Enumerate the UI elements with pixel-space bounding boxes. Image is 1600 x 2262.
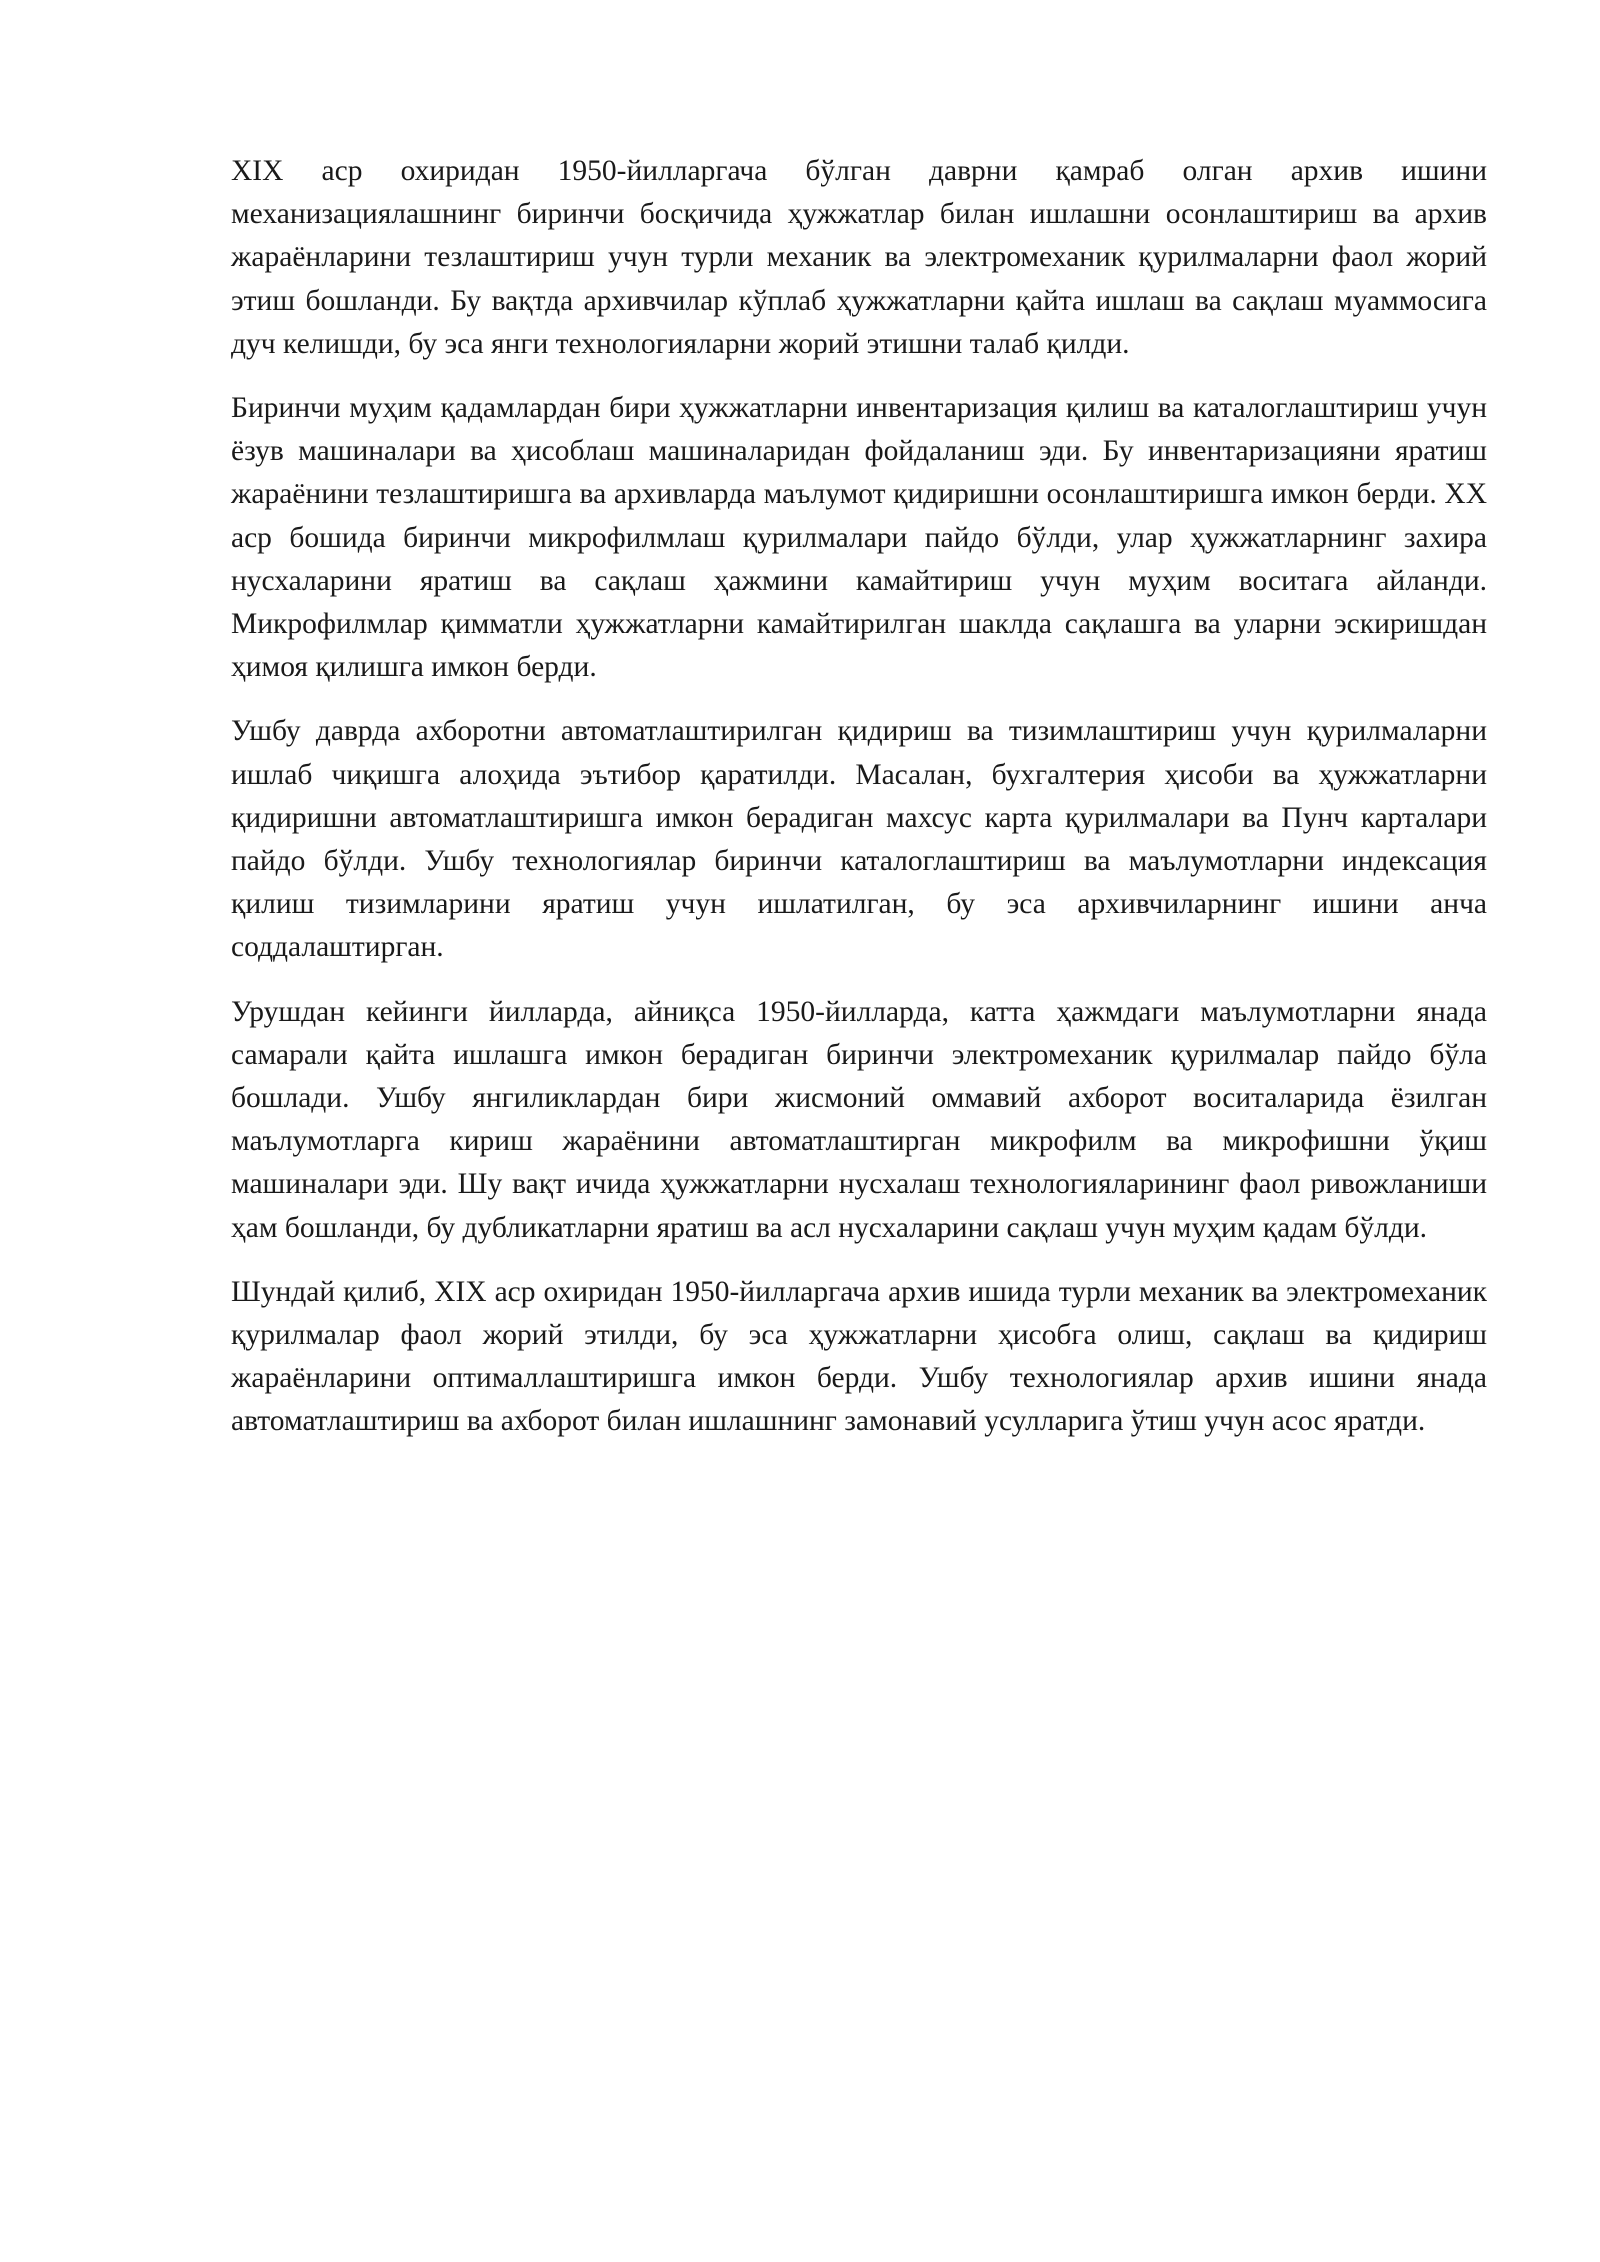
paragraph-2: Биринчи муҳим қадамлардан бири ҳужжатларни инвентаризация қилиш ва каталоглаштириш учун ёзув машиналари ва ҳисоблаш машиналаридан фойдаланиш эди. Бу инвентаризацияни яратиш жараёнини тезлаштиришга ва архивларда маълумот қидиришни осонлаштиришга имкон берди. XX аср бошида биринчи микрофилмлаш қурилмалари пайдо бўлди, улар ҳужжатларнинг захира нусхаларини яратиш ва сақлаш ҳажмини камайтириш учун муҳим воситага айланди. Микрофилмлар қимматли ҳужжатларни камайтирилган шаклда сақлашга ва уларни эскиришдан ҳимоя қилишга имкон берди. (231, 392, 1487, 684)
document-body (231, 150, 1487, 1465)
paragraph-1: XIX аср охиридан 1950-йилларгача бўлган даврни қамраб олган архив ишини механизациялашнинг биринчи босқичида ҳужжатлар билан ишлашни осонлаштириш ва архив жараёнларини тезлаштириш учун турли механик ва электромеханик қурилмаларни фаол жорий этиш бошланди. Бу вақтда архивчилар кўплаб ҳужжатларни қайта ишлаш ва сақлаш муаммосига дуч келишди, бу эса янги технологияларни жорий этишни талаб қилди. (231, 155, 1487, 360)
paragraph-5: Шундай қилиб, XIX аср охиридан 1950-йилларгача архив ишида турли механик ва электромеханик қурилмалар фаол жорий этилди, бу эса ҳужжатларни ҳисобга олиш, сақлаш ва қидириш жараёнларини оптималлаштиришга имкон берди. Ушбу технологиялар архив ишини янада автоматлаштириш ва ахборот билан ишлашнинг замонавий усулларига ўтиш учун асос яратди. (231, 1275, 1487, 1438)
paragraph-4: Урушдан кейинги йилларда, айниқса 1950-йилларда, катта ҳажмдаги маълумотларни янада самарали қайта ишлашга имкон берадиган биринчи электромеханик қурилмалар пайдо бўла бошлади. Ушбу янгиликлардан бири жисмоний оммавий ахборот воситаларида ёзилган маълумотларга кириш жараёнини автоматлаштирган микрофилм ва микрофишни ўқиш машиналари эди. Шу вақт ичида ҳужжатларни нусхалаш технологияларининг фаол ривожланиши ҳам бошланди, бу дубликатларни яратиш ва асл нусхаларини сақлаш учун муҳим қадам бўлди. (231, 995, 1487, 1244)
paragraph-3: Ушбу даврда ахборотни автоматлаштирилган қидириш ва тизимлаштириш учун қурилмаларни ишлаб чиқишга алоҳида эътибор қаратилди. Масалан, бухгалтерия ҳисоби ва ҳужжатларни қидиришни автоматлаштиришга имкон берадиган махсус карта қурилмалари ва Пунч карталари пайдо бўлди. Ушбу технологиялар биринчи каталоглаштириш ва маълумотларни индексация қилиш тизимларини яратиш учун ишлатилган, бу эса архивчиларнинг ишини анча соддалаштирган. (231, 715, 1487, 964)
